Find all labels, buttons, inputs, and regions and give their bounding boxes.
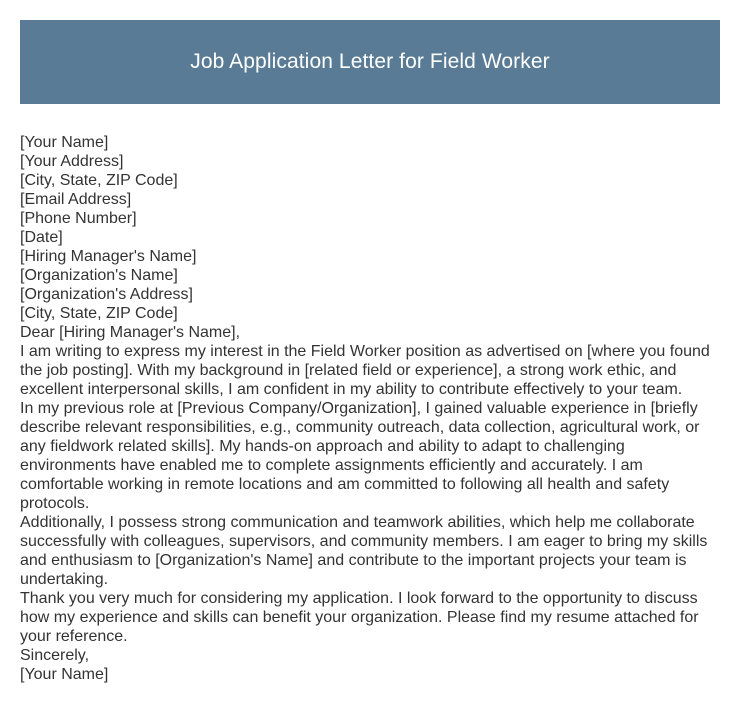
- recipient-organization-address: [Organization's Address]: [20, 286, 193, 303]
- page-header: [20, 20, 720, 104]
- sender-city-state-zip: [City, State, ZIP Code]: [20, 172, 178, 189]
- sender-phone: [Phone Number]: [20, 210, 137, 227]
- body-paragraph: Additionally, I possess strong communication and teamwork abilities, which help me collaborate successfully with colleagues, supervisors, and community members. I am eager to bring my skills and enthusiasm to [Organization's Name] and contribute to the important projects your team is undertaking.: [20, 514, 708, 588]
- letter-date: [Date]: [20, 229, 63, 246]
- salutation: Dear [Hiring Manager's Name],: [20, 324, 241, 341]
- recipient-manager-name: [Hiring Manager's Name]: [20, 248, 197, 265]
- recipient-city-state-zip: [City, State, ZIP Code]: [20, 305, 178, 322]
- letter-body: [20, 133, 720, 684]
- sender-address: [Your Address]: [20, 153, 124, 170]
- signature: [Your Name]: [20, 666, 109, 683]
- body-paragraph: I am writing to express my interest in the Field Worker position as advertised on [where you found the job posting]. With my background in [related field or experience], a strong work ethic, and excellent interpersonal skills, I am confident in my ability to contribute effectively to your team.: [20, 343, 710, 398]
- sender-name: [Your Name]: [20, 134, 109, 151]
- closing: Sincerely,: [20, 647, 90, 664]
- page-title: Job Application Letter for Field Worker: [190, 50, 550, 73]
- sender-email: [Email Address]: [20, 191, 132, 208]
- body-paragraph: In my previous role at [Previous Company/Organization], I gained valuable experience in [briefly describe relevant responsibilities, e.g., community outreach, data collection, agricultural work, or any fieldwork related skills]. My hands-on approach and ability to adapt to challenging environments have enabled me to complete assignments efficiently and accurately. I am comfortable working in remote locations and am committed to following all health and safety protocols.: [20, 400, 700, 512]
- recipient-organization-name: [Organization's Name]: [20, 267, 178, 284]
- body-paragraph: Thank you very much for considering my application. I look forward to the opportunity to discuss how my experience and skills can benefit your organization. Please find my resume attached for your reference.: [20, 590, 699, 645]
